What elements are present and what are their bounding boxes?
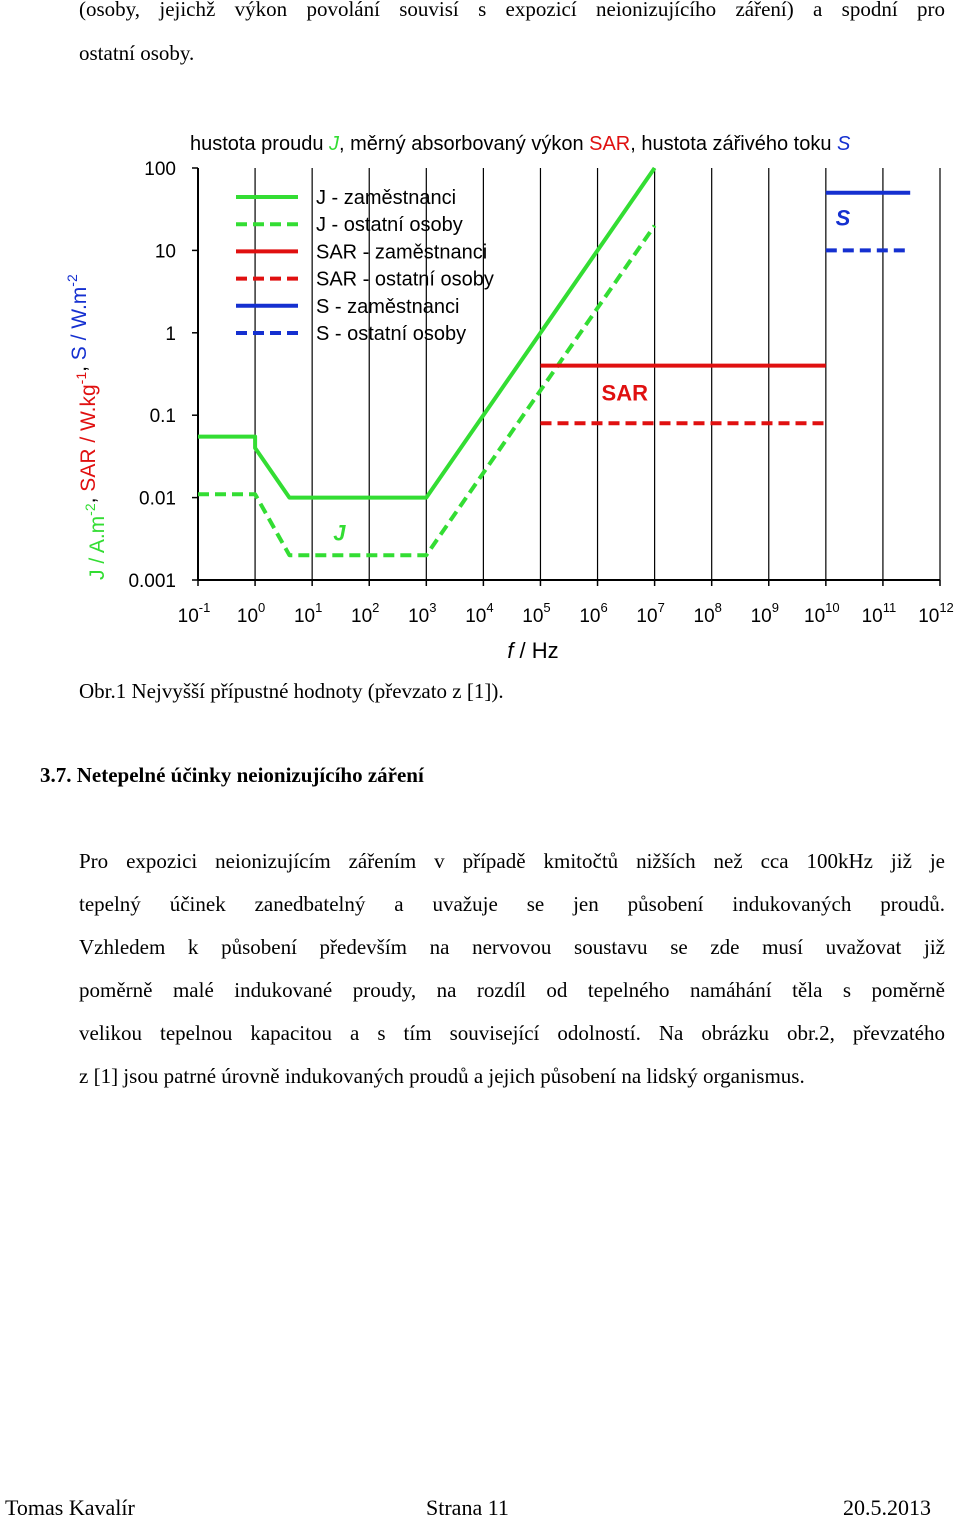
footer-page: Strana 11 — [426, 1495, 509, 1520]
x-tick-label: $10^2$ — [351, 600, 380, 627]
paragraph-line: z [1] jsou patrné úrovně indukovaných proudů a jejich působení na lidský organismus. — [79, 1064, 805, 1088]
chart-annotation: J — [333, 520, 346, 546]
y-tick-label: 0.01 — [139, 488, 176, 510]
intro-line-2: ostatní osoby. — [79, 41, 195, 65]
footer-date: 20.5.2013 — [843, 1495, 931, 1520]
chart-annotation: S — [835, 205, 851, 231]
x-tick-label: $10^{12}$ — [918, 600, 954, 627]
legend-label: J - zaměstnanci — [316, 187, 457, 209]
chart-annotation: SAR — [601, 380, 648, 406]
x-tick-label: $10^{-1}$ — [177, 600, 211, 627]
chart-title: hustota proudu J, měrný absorbovaný výkon SAR, hustota zářivého toku S — [190, 133, 851, 155]
x-tick-label: $10^4$ — [465, 600, 494, 627]
paragraph-line: tepelný účinek zanedbatelný a uvažuje se jen působení indukovaných proudů. — [79, 892, 945, 916]
intro-line-1: (osoby, jejichž výkon povolání souvisí s expozicí neionizujícího záření) a spodní pro — [79, 0, 945, 21]
paragraph-line: Vzhledem k působení především na nervovou soustavu se zde musí uvažovat již — [79, 935, 945, 959]
legend-label: J - ostatní osoby — [316, 214, 463, 237]
legend-label: S - zaměstnanci — [316, 295, 460, 318]
y-tick-label: 0.1 — [149, 406, 176, 428]
legend-label: SAR - zaměstnanci — [316, 241, 488, 264]
legend-label: SAR - ostatní osoby — [316, 268, 494, 291]
x-tick-label: $10^6$ — [579, 600, 608, 627]
x-tick-label: $10^{10}$ — [804, 600, 840, 627]
x-tick-label: $10^3$ — [408, 600, 437, 627]
y-tick-label: 100 — [144, 159, 176, 180]
y-tick-label: 10 — [154, 241, 176, 263]
y-tick-label: 1 — [165, 323, 176, 345]
frequency-limits-chart — [0, 120, 960, 680]
legend-label: S - ostatní osoby — [316, 323, 467, 345]
footer-author: Tomas Kavalír — [5, 1495, 135, 1520]
y-axis-label: J / $A.m^{-2}$, SAR / $W.kg^{-1}$, S / $W.m^{-2}$ — [64, 274, 109, 580]
paragraph-line: velikou tepelnou kapacitou a s tím související odolností. Na obrázku obr.2, převzatého — [79, 1021, 945, 1045]
x-tick-label: $10^7$ — [636, 600, 665, 627]
x-tick-label: $10^0$ — [236, 600, 266, 627]
x-tick-label: $10^5$ — [522, 600, 551, 627]
x-tick-label: $10^8$ — [693, 600, 722, 627]
paragraph-line: poměrně malé indukované proudy, na rozdíl od tepelného namáhání těla s poměrně — [79, 978, 945, 1002]
section-heading: 3.7. Netepelné účinky neionizujícího záření — [40, 763, 424, 787]
figure-caption: Obr.1 Nejvyšší přípustné hodnoty (převzato z [1]). — [79, 679, 504, 703]
y-tick-label: 0.001 — [128, 571, 176, 592]
x-axis-label: f / Hz — [507, 638, 559, 663]
x-tick-label: $10^1$ — [293, 600, 323, 627]
x-tick-label: $10^{11}$ — [861, 600, 897, 627]
paragraph-line: Pro expozici neionizujícím zářením v případě kmitočtů nižších než cca 100kHz již je — [79, 849, 945, 873]
x-tick-label: $10^9$ — [750, 600, 779, 627]
